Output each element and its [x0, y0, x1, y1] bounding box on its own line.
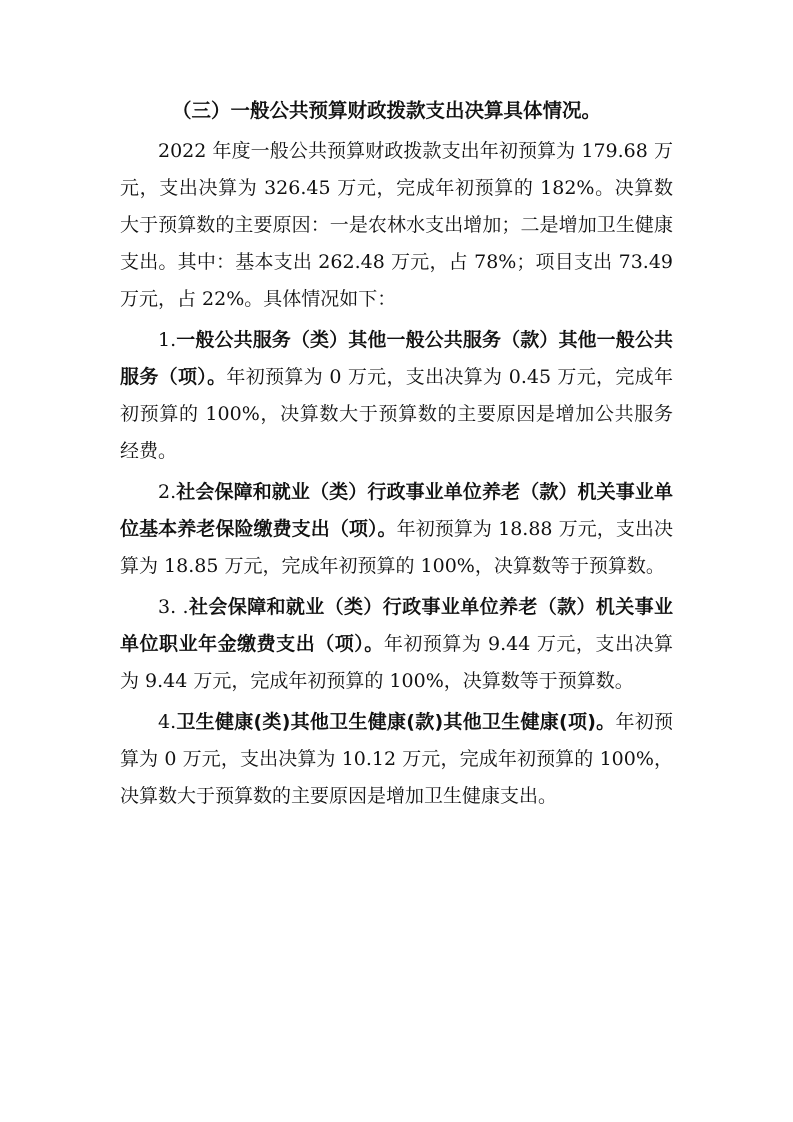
item-body: 年初预算为 0 万元，支出决算为 0.45 万元，完成年初预算的 100%，决算数大于预算数的主要原因是增加公共服务经费。 — [120, 366, 673, 462]
item-number: 4. — [158, 711, 177, 733]
item-paragraph-2 — [120, 474, 673, 585]
item-title: 社会保障和就业（类）行政事业单位养老（款）机关事业单位基本养老保险缴费支出（项）。 — [120, 481, 673, 540]
item-paragraph-1 — [120, 322, 673, 470]
item-paragraph-4 — [120, 704, 673, 815]
item-body: 年初预算为 9.44 万元，支出决算为 9.44 万元，完成年初预算的 100%，决算数等于预算数。 — [120, 633, 673, 692]
item-number: 2. — [158, 481, 177, 503]
item-paragraph-3 — [120, 589, 673, 700]
item-number: 1. — [158, 329, 177, 351]
item-body: 年初预算为 18.88 万元，支出决算为 18.85 万元，完成年初预算的 100%，决算数等于预算数。 — [120, 518, 673, 577]
item-title: 社会保障和就业（类）行政事业单位养老（款）机关事业单位职业年金缴费支出（项）。 — [120, 596, 673, 655]
item-number: 3. . — [158, 596, 189, 618]
intro-paragraph: 2022 年度一般公共预算财政拨款支出年初预算为 179.68 万元，支出决算为 326.45 万元，完成年初预算的 182%。决算数大于预算数的主要原因：一是农林水支出增加；二是增加卫生健康支出。其中：基本支出 262.48 万元，占 78%；项目支出 73.49 万元，占 22%。具体情况如下： — [120, 140, 673, 310]
item-body: 年初预算为 0 万元，支出决算为 10.12 万元，完成年初预算的 100%，决算数大于预算数的主要原因是增加卫生健康支出。 — [120, 711, 673, 807]
item-title: 一般公共服务（类）其他一般公共服务（款）其他一般公共服务（项）。 — [120, 329, 673, 388]
item-title: 卫生健康(类)其他卫生健康(款)其他卫生健康(项)。 — [176, 711, 616, 733]
document-page — [120, 92, 673, 815]
section-heading: （三）一般公共预算财政拨款支出决算具体情况。 — [172, 99, 602, 122]
